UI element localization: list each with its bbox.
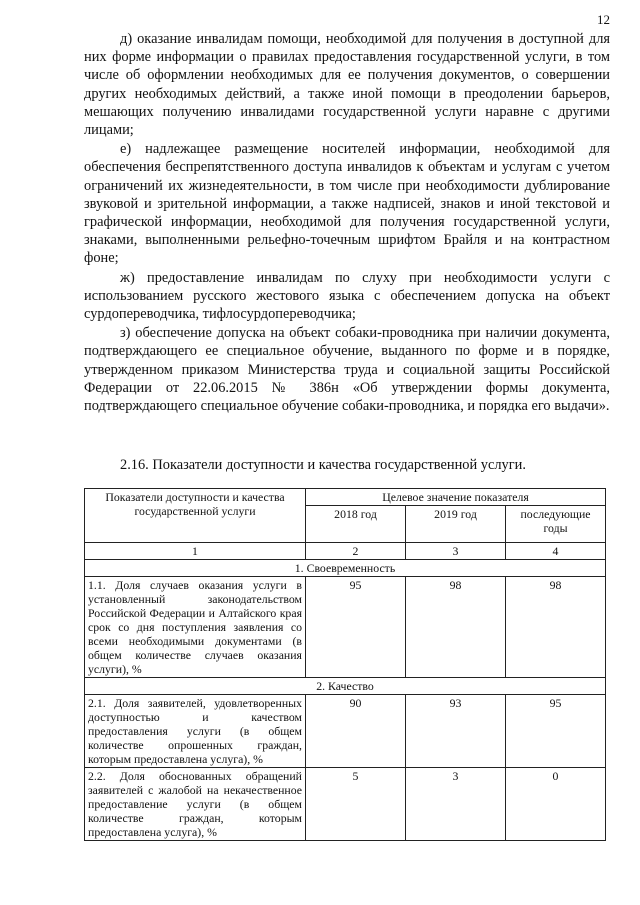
- indicator-value-2018: 95: [306, 577, 406, 678]
- column-number: 4: [506, 543, 606, 560]
- indicator-name: 1.1. Доля случаев оказания услуги в установленный законодательством Российской Федерации и Алтайского края срок со дня поступления заявления со всеми необходимыми документами (в общем количестве случаев оказания услуги), %: [85, 577, 306, 678]
- indicator-value-2019: 98: [406, 577, 506, 678]
- header-indicator: Показатели доступности и качества государственной услуги: [85, 489, 306, 543]
- section-row: [85, 560, 606, 577]
- indicator-value-2019: 3: [406, 768, 506, 841]
- header-year-2019: 2019 год: [406, 506, 506, 543]
- table-row: [85, 695, 606, 768]
- table-row: [85, 577, 606, 678]
- header-year-later: последующие годы: [506, 506, 606, 543]
- table-column-number-row: [85, 543, 606, 560]
- indicator-name: 2.1. Доля заявителей, удовлетворенных доступностью и качеством предоставления услуги (в общем количестве опрошенных граждан, которым предоставлена услуга), %: [85, 695, 306, 768]
- column-number: 1: [85, 543, 306, 560]
- paragraph-d: д) оказание инвалидам помощи, необходимой для получения в доступной для них форме информации о правилах предоставления государственной услуги, в том числе об оформлении необходимых для ее получения документов, о совершении других необходимых действий, а также иной помощи в преодолении барьеров, мешающих получению инвалидами государственной услуги наравне с другими лицами;: [84, 31, 610, 139]
- indicator-value-2018: 90: [306, 695, 406, 768]
- paragraph-z: з) обеспечение допуска на объект собаки-проводника при наличии документа, подтверждающего ее специальное обучение, выданного по форме и в порядке, утвержденном приказом Министерства труда и социальной защиты Российской Федерации от 22.06.2015 № 386н «Об утверждении формы документа, подтверждающего специальное обучение собаки-проводника, и порядка его выдачи».: [84, 325, 610, 415]
- paragraph-zh: ж) предоставление инвалидам по слуху при необходимости услуги с использованием русского жестового языка с обеспечением допуска на объект сурдопереводчика, тифлосурдопереводчика;: [84, 269, 610, 323]
- indicators-table: [84, 488, 606, 841]
- paragraph-e: е) надлежащее размещение носителей информации, необходимой для обеспечения беспрепятственного доступа инвалидов к объектам и услугам с учетом ограничений их жизнедеятельности, в том числе при необходимости дублирование звуковой и зрительной информации, а также надписей, знаков и иной текстовой и графической информации, необходимой для получения государственной услуги, знаками, выполненными рельефно-точечным шрифтом Брайля и на контрастном фоне;: [84, 141, 610, 267]
- table-header-row: [85, 489, 606, 506]
- section-heading: 2.16. Показатели доступности и качества государственной услуги.: [120, 457, 526, 473]
- section-row: [85, 678, 606, 695]
- body-text: [84, 30, 610, 415]
- indicator-value-2018: 5: [306, 768, 406, 841]
- indicator-value-later: 0: [506, 768, 606, 841]
- section-title-quality: 2. Качество: [85, 678, 606, 695]
- indicator-value-2019: 93: [406, 695, 506, 768]
- indicator-name: 2.2. Доля обоснованных обращений заявителей с жалобой на некачественное предоставление услуги (в общем количестве граждан, которым предоставлена услуга), %: [85, 768, 306, 841]
- column-number: 3: [406, 543, 506, 560]
- table-row: [85, 768, 606, 841]
- indicator-value-later: 98: [506, 577, 606, 678]
- header-year-2018: 2018 год: [306, 506, 406, 543]
- column-number: 2: [306, 543, 406, 560]
- indicator-value-later: 95: [506, 695, 606, 768]
- header-target-value: Целевое значение показателя: [306, 489, 606, 506]
- page-number: 12: [597, 12, 610, 27]
- section-title-timeliness: 1. Своевременность: [85, 560, 606, 577]
